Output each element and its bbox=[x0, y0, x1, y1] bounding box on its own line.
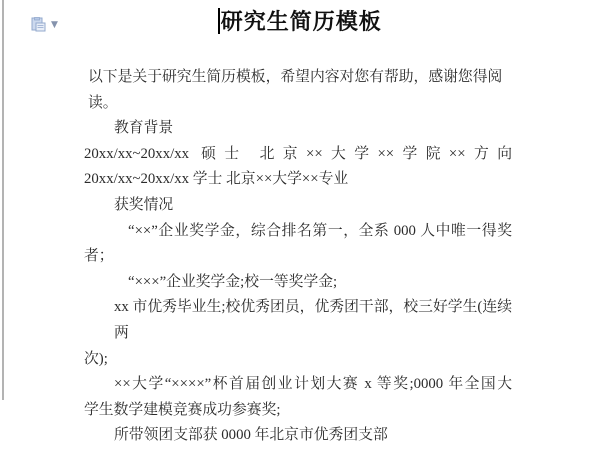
document-line[interactable]: 以下是关于研究生简历模板，希望内容对您有帮助，感谢您得阅读。 bbox=[88, 69, 503, 111]
document-line[interactable]: 教育背景 bbox=[114, 120, 174, 137]
document-title-row bbox=[0, 5, 600, 36]
document-line[interactable]: 次); bbox=[84, 350, 108, 367]
document-line[interactable]: “×××”企业奖学金;校一等奖学金; bbox=[128, 273, 338, 290]
document-line[interactable]: 学生数学建模竞赛成功参赛奖; bbox=[84, 401, 281, 418]
page-left-edge bbox=[2, 0, 4, 400]
document-line[interactable]: 所带领团支部获 0000 年北京市优秀团支部 bbox=[114, 427, 388, 444]
document-line[interactable]: 20xx/xx~20xx/xx 硕士 北京××大学××学院××方向 bbox=[84, 145, 512, 162]
document-line[interactable]: “××”企业奖学金，综合排名第一，全系 000 人中唯一得奖 bbox=[128, 222, 512, 239]
document-title[interactable]: 研究生简历模板 bbox=[220, 9, 382, 34]
document-line[interactable]: xx 市优秀毕业生;校优秀团员，优秀团干部，校三好学生(连续两 bbox=[114, 299, 512, 341]
document-line[interactable]: 20xx/xx~20xx/xx 学士 北京××大学××专业 bbox=[84, 171, 349, 188]
document-body bbox=[84, 65, 512, 449]
dropdown-arrow-icon: ▼ bbox=[51, 20, 58, 30]
document-line[interactable]: ××大学“××××”杯首届创业计划大赛 x 等奖;0000 年全国大 bbox=[114, 376, 512, 393]
document-line[interactable]: 获奖情况 bbox=[114, 196, 174, 213]
document-line[interactable]: 者； bbox=[84, 248, 114, 265]
text-cursor bbox=[218, 8, 220, 34]
